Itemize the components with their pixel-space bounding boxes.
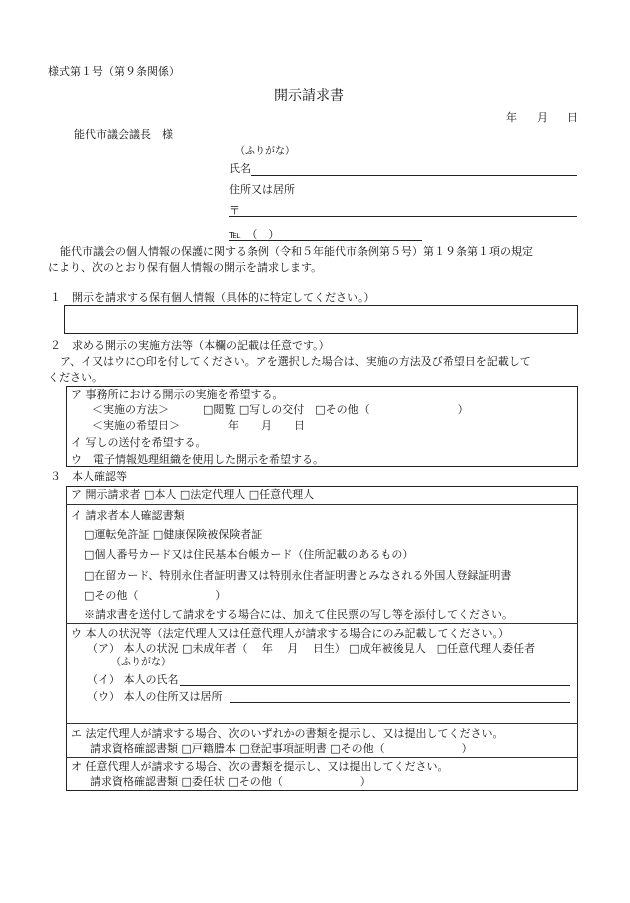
tel-field[interactable]: [229, 240, 422, 241]
intro-line-1: 能代市議会の個人情報の保護に関する条例（令和５年能代市条例第５号）第１９条第１項の規定: [60, 245, 533, 258]
applicant-name-label: 氏名: [229, 162, 251, 175]
voluntary-agent-docs-options[interactable]: 請求資格確認書類 □委任状 □その他（ ）: [90, 775, 371, 788]
legal-agent-docs-options[interactable]: 請求資格確認書類 □戸籍謄本 □登記事項証明書 □その他（ ）: [90, 742, 473, 755]
principal-status-row[interactable]: （ア） 本人の状況 □未成年者（ 年 月 日生） □成年被後見人 □任意代理人委任者: [87, 642, 536, 655]
principal-name-label: （イ） 本人の氏名: [87, 673, 179, 686]
form-number: 様式第１号（第９条関係）: [48, 65, 180, 78]
voluntary-agent-docs-title: オ 任意代理人が請求する場合、次の書類を提示し、又は提出してください。: [71, 760, 449, 773]
id-documents-title: イ 請求者本人確認書類: [71, 509, 185, 522]
option-a-office[interactable]: ア 事務所における開示の実施を希望する。: [71, 388, 284, 401]
applicant-name-field[interactable]: [251, 175, 577, 176]
preferred-date-fields[interactable]: 年 月 日: [228, 419, 305, 432]
legal-agent-docs-title: エ 法定代理人が請求する場合、次のいずれかの書類を提示し、又は提出してください。: [71, 727, 504, 740]
section-3-heading: ３ 本人確認等: [50, 470, 127, 483]
section-2-heading: ２ 求める開示の実施方法等（本欄の記載は任意です。）: [50, 339, 330, 352]
id-doc-residence-card[interactable]: □在留カード、特別永住者証明書又は特別永住者証明書とみなされる外国人登録証明書: [84, 569, 512, 582]
method-label: ＜実施の方法＞: [92, 403, 169, 416]
method-options[interactable]: □閲覧 □写しの交付 □その他（ ）: [203, 403, 469, 416]
applicant-furigana-label: （ふりがな）: [235, 146, 295, 157]
row-divider-u: [66, 723, 578, 724]
principal-address-label: （ウ） 本人の住所又は居所: [87, 690, 223, 703]
date-day-label: 日: [567, 111, 578, 124]
applicant-address-field[interactable]: [229, 216, 577, 217]
principal-name-field[interactable]: [180, 685, 570, 686]
row-divider-a: [66, 504, 578, 505]
requested-info-box[interactable]: [64, 305, 578, 334]
date-year-label: 年: [506, 111, 517, 124]
addressee: 能代市議会議長 様: [74, 128, 173, 141]
tel-label: ℡ （ ）: [229, 228, 280, 241]
form-title: 開示請求書: [274, 88, 344, 104]
principal-address-field[interactable]: [230, 702, 570, 703]
requester-type-row[interactable]: ア 開示請求者 □本人 □法定代理人 □任意代理人: [71, 488, 315, 501]
applicant-address-label: 住所又は居所: [229, 183, 295, 196]
row-divider-i: [66, 623, 578, 624]
row-divider-e: [66, 757, 578, 758]
section-1-heading: １ 開示を請求する保有個人情報（具体的に特定してください。）: [50, 291, 375, 304]
option-u-electronic[interactable]: ウ 電子情報処理組織を使用した開示を希望する。: [71, 453, 324, 466]
id-doc-mynumber-card[interactable]: □個人番号カード又は住民基本台帳カード（住所記載のあるもの）: [84, 548, 414, 561]
principal-status-title: ウ 本人の状況等（法定代理人又は任意代理人が請求する場合にのみ記載してください。）: [71, 627, 509, 640]
section-2-note-2: ください。: [48, 371, 103, 384]
postal-mark: 〒: [229, 204, 240, 217]
principal-furigana-label: （ふりがな）: [111, 657, 171, 668]
id-documents-note: ※請求書を送付して請求をする場合には、加えて住民票の写し等を添付してください。: [84, 608, 513, 621]
option-i-mail-copy[interactable]: イ 写しの送付を希望する。: [71, 436, 207, 449]
section-2-note-1: ア、イ又はウに○印を付してください。アを選択した場合は、実施の方法及び希望日を記載して: [60, 355, 531, 368]
date-month-label: 月: [537, 111, 548, 124]
intro-line-2: により、次のとおり保有個人情報の開示を請求します。: [48, 261, 323, 274]
id-doc-other[interactable]: □その他（ ）: [84, 589, 227, 602]
id-doc-license-insurance[interactable]: □運転免許証 □健康保険被保険者証: [84, 528, 263, 541]
preferred-date-label: ＜実施の希望日＞: [92, 419, 180, 432]
